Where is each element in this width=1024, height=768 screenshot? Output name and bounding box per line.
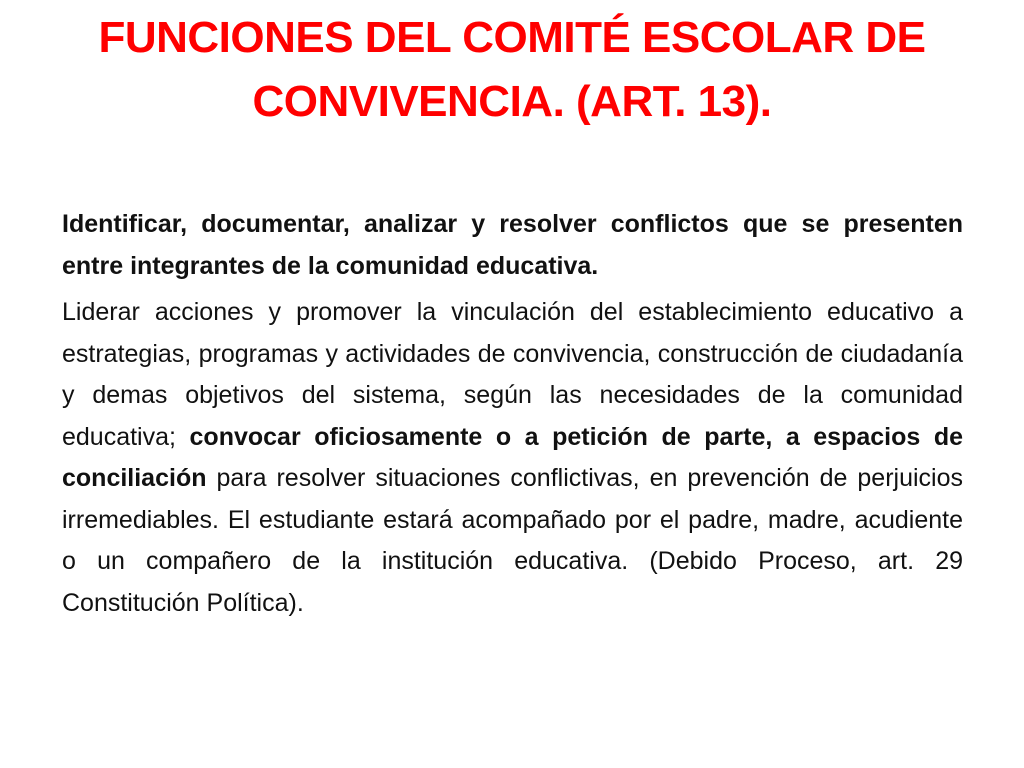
paragraph-lead-actions-text-before: Liderar acciones y promover la vinculación del establecimiento educativo a estrategias, programas y actividades de convivencia, construcción de ciudadanía y demas objetivos del sistema, según las necesidades de la comunidad educativa; xyxy=(62,298,963,451)
paragraph-identify-conflicts: Identificar, documentar, analizar y resolver conflictos que se presenten entre integrantes de la comunidad educativa. xyxy=(62,210,963,280)
slide-title: FUNCIONES DEL COMITÉ ESCOLAR DE CONVIVENCIA. (ART. 13). xyxy=(98,13,926,126)
paragraph-lead-actions-text-after: para resolver situaciones conflictivas, en prevención de perjuicios irremediables. El estudiante estará acompañado por el padre, madre, acudiente o un compañero de la institución educativa. (Debido Proceso, art. 29 Constitución Política). xyxy=(62,464,963,617)
paragraph-lead-actions xyxy=(62,292,963,624)
slide-body xyxy=(62,204,963,624)
paragraph-lead-actions-bold-text: convocar oficiosamente o a petición de parte, a espacios de conciliación xyxy=(62,422,963,492)
